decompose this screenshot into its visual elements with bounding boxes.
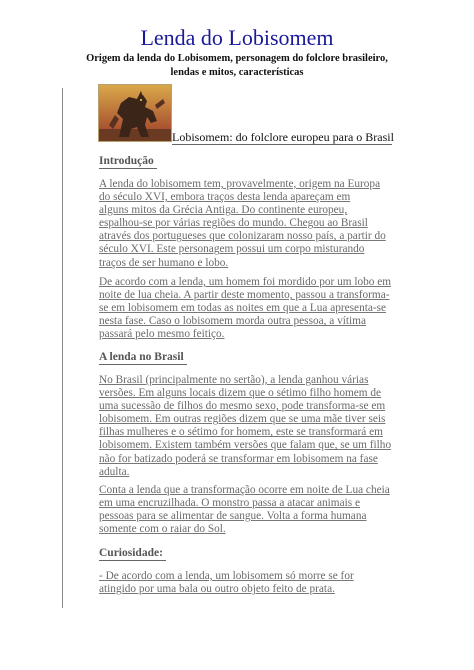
text-line: traços de ser humano e lobo. [99,256,229,269]
section-heading-introducao: Introdução [99,154,157,169]
text-line: alguns mitos da Grécia Antiga. Do continente europeu, [99,204,348,217]
image-caption: Lobisomem: do folclore europeu para o Brasil [172,130,394,144]
text-line: não for batizado poderá se transformar em lobisomem na fase [99,452,378,465]
text-line: nesta fase. Caso o lobisomem morda outra pessoa, a vítima [99,315,366,328]
margin-rule [62,88,63,608]
text-line: somente com o raiar do Sol. [99,523,226,536]
text-line: passará pelo mesmo feitiço. [99,328,225,341]
text-line: lobisomem. Em outras regiões dizem que se uma mãe tiver seis [99,413,386,426]
text-line: pessoas para se alimentar de sangue. Volta a forma humana [99,510,367,523]
text-line: em uma encruzilhada. O monstro passa a atacar animais e [99,497,360,510]
subtitle-line-2: lendas e mitos, características [170,67,304,78]
page-subtitle [60,52,414,80]
subtitle-line-1: Origem da lenda do Lobisomem, personagem do folclore brasileiro, [86,53,388,64]
text-line: noite de lua cheia. A partir deste momento, passou a transforma- [99,289,390,302]
text-line: lobisomem. Existem também versões que falam que, se um filho [99,439,392,452]
text-line: De acordo com a lenda, um homem foi mordido por um lobo em [99,276,392,288]
text-line: A lenda do lobisomem tem, provavelmente, origem na Europa [99,178,381,190]
paragraph-curiosidade [99,570,379,596]
paragraph-intro-2 [99,276,392,341]
text-line: atingido por uma bala ou outro objeto feito de prata. [99,583,335,596]
text-line: espalhou-se por várias regiões do mundo. Chegou ao Brasil [99,217,368,230]
text-line: se em lobisomem em todas as noites em que a Lua apresenta-se [99,302,387,315]
text-line: uma sucessão de filhos do mesmo sexo, pode transforma-se em [99,400,386,413]
text-line: filhas mulheres e o sétimo for homem, este se transformará em [99,426,383,439]
text-line: No Brasil (principalmente no sertão), a lenda ganhou várias [99,374,369,386]
text-line: versões. Em alguns locais dizem que o sétimo filho homem de [99,387,382,400]
paragraph-brasil-1 [99,374,392,479]
paragraph-intro-1 [99,178,386,270]
page-title: Lenda do Lobisomem [140,25,334,50]
section-heading-brasil: A lenda no Brasil [99,350,187,365]
section-heading-curiosidade: Curiosidade: [99,546,166,561]
text-line: Conta a lenda que a transformação ocorre em noite de Lua cheia [99,484,390,496]
text-line: - De acordo com a lenda, um lobisomem só morre se for [99,570,354,582]
text-line: adulta. [99,465,130,478]
text-line: do século XVI, embora traços desta lenda apareçam em [99,191,351,204]
text-line: século XVI. Este personagem possui um corpo misturando [99,243,365,256]
paragraph-brasil-2 [99,484,390,536]
text-line: através dos portugueses que colonizaram nosso país, a partir do [99,230,386,243]
werewolf-illustration [98,84,172,142]
